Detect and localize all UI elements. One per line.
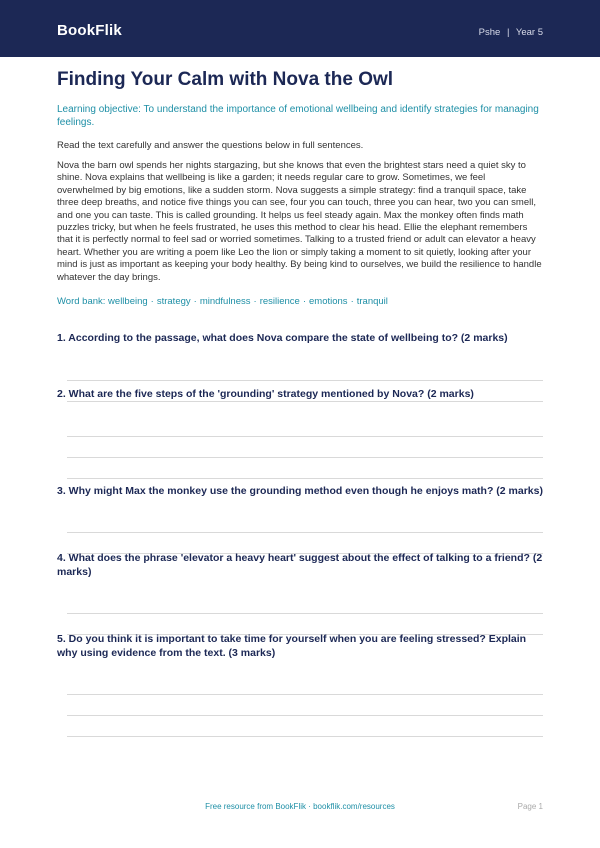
- year-label: Year 5: [515, 27, 543, 38]
- word-bank-separator: ·: [253, 296, 257, 308]
- question-1: 1. According to the passage, what does Nova compare the state of wellbeing to? (2 marks): [57, 332, 508, 345]
- word-bank-separator: ·: [150, 296, 154, 308]
- meta-separator: |: [506, 27, 510, 38]
- answer-line[interactable]: [67, 694, 543, 695]
- question-3: 3. Why might Max the monkey use the grounding method even though he enjoys math? (2 marks): [57, 485, 543, 498]
- subject-label: Pshe: [478, 27, 501, 38]
- word-bank-word: strategy: [156, 296, 191, 308]
- word-bank-separator: ·: [302, 296, 306, 308]
- answer-line[interactable]: [67, 715, 543, 716]
- answer-line[interactable]: [67, 457, 543, 458]
- reading-passage: Nova the barn owl spends her nights stargazing, but she knows that even the brightest stars need a quiet sky to shine. Nova explains that wellbeing is like a garden; it needs regular care to grow. Sometimes, we feel overwhelmed by big emotions, like a sudden storm. Nova suggests a simple strategy: find a tranquil space, take three deep breaths, and notice five things you can see, four you can touch, three you can hear, two you can smell, and one you can taste. This is called grounding. It helps us feel steady again. Max the monkey often finds math puzzles tricky, but when he feels frustrated, he uses this method to clear his head. Ellie the elephant remembers that it is perfectly normal to feel sad or worried sometimes. Talking to a trusted friend or adult can elevator a heavy heart. Whether you are writing a poem like Leo the lion or simply taking a moment to sit quietly, looking after your mind is just as important as keeping your body healthy. By being kind to ourselves, we build the resilience to handle whatever the day brings.: [57, 160, 542, 283]
- word-bank-words: [108, 296, 388, 307]
- footer-text[interactable]: Free resource from BookFlik · bookflik.com/resources: [205, 802, 395, 811]
- word-bank-word: wellbeing: [108, 296, 148, 308]
- page-header: [0, 0, 600, 57]
- word-bank-word: resilience: [259, 296, 300, 308]
- brand-logo: BookFlik: [57, 22, 122, 39]
- question-block: [57, 484, 543, 554]
- question-5: 5. Do you think it is important to take time for yourself when you are feeling stressed? Explain why using evidence from the text. (3 marks): [57, 633, 527, 660]
- answer-line[interactable]: [67, 436, 543, 437]
- answer-lines-5[interactable]: [67, 694, 543, 737]
- question-4: 4. What does the phrase 'elevator a heavy heart' suggest about the effect of talking to a friend? (2 marks): [57, 552, 543, 579]
- question-2: 2. What are the five steps of the 'grounding' strategy mentioned by Nova? (2 marks): [57, 388, 474, 401]
- answer-lines-2[interactable]: [67, 436, 543, 479]
- word-bank: [57, 296, 543, 307]
- word-bank-word: emotions: [309, 296, 348, 308]
- word-bank-separator: ·: [350, 296, 354, 308]
- answer-line[interactable]: [67, 613, 543, 614]
- question-block: [57, 632, 543, 737]
- page-number: Page 1: [517, 802, 543, 811]
- word-bank-separator: ·: [193, 296, 197, 308]
- subject-year-label: [479, 27, 543, 38]
- learning-objective: Learning objective: To understand the importance of emotional wellbeing and identify strategies for managing feelings.: [57, 104, 539, 128]
- page-title: Finding Your Calm with Nova the Owl: [57, 69, 394, 90]
- word-bank-word: tranquil: [356, 296, 388, 308]
- question-block: [57, 551, 543, 635]
- word-bank-word: mindfulness: [199, 296, 251, 308]
- worksheet-content: [57, 63, 543, 753]
- question-block: [57, 387, 543, 479]
- answer-line[interactable]: [67, 478, 543, 479]
- answer-line[interactable]: [67, 532, 543, 533]
- answer-line[interactable]: [67, 380, 543, 381]
- word-bank-label: Word bank:: [57, 296, 106, 308]
- instructions: Read the text carefully and answer the questions below in full sentences.: [57, 140, 364, 151]
- answer-line[interactable]: [67, 736, 543, 737]
